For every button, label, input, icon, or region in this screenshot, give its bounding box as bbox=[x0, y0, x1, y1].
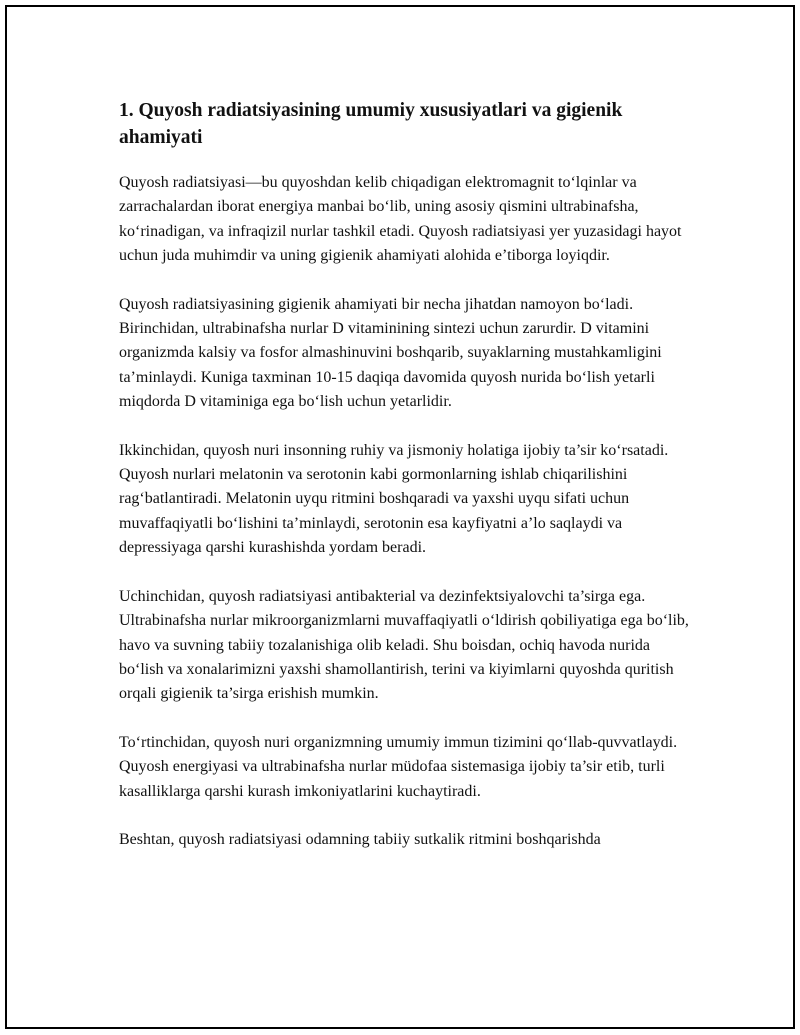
paragraph-fifth-point: Beshtan, quyosh radiatsiyasi odamning tabiiy sutkalik ritmini boshqarishda bbox=[119, 830, 601, 848]
paragraph-second-point: Ikkinchidan, quyosh nuri insonning ruhiy va jismoniy holatiga ijobiy ta’sir ko‘rsatadi. Quyosh nurlari melatonin va serotonin kabi gormonlarning ishlab chiqarilishini rag‘batlantiradi. Melatonin uyqu ritmini boshqaradi va yaxshi uyqu sifati uchun muvaffaqiyatli bo‘lishini ta’minlaydi, serotonin esa kayfiyatni a’lo saqlaydi va depressiyaga qarshi kurashishda yordam beradi. bbox=[119, 441, 669, 557]
section-heading: 1. Quyosh radiatsiyasining umumiy xususiyatlari va gigienik ahamiyati bbox=[119, 100, 623, 148]
paragraph-intro: Quyosh radiatsiyasi—bu quyoshdan kelib chiqadigan elektromagnit to‘lqinlar va zarrachalardan iborat energiya manbai bo‘lib, uning asosiy qismini ultrabinafsha, ko‘rinadigan, va infraqizil nurlar tashkil etadi. Quyosh radiatsiyasi yer yuzasidagi hayot uchun juda muhimdir va uning gigienik ahamiyati alohida e’tiborga loyiqdir. bbox=[119, 174, 682, 265]
paragraph-third-point: Uchinchidan, quyosh radiatsiyasi antibakterial va dezinfektsiyalovchi ta’sirga ega. Ultrabinafsha nurlar mikroorganizmlarni muvaffaqiyatli o‘ldirish qobiliyatiga ega bo‘lib, havo va suvning tabiiy tozalanishiga olib keladi. Shu boisdan, ochiq havoda nurida bo‘lish va xonalarimizni yaxshi shamollantirish, terini va kiyimlarni quyoshda quritish orqali gigienik ta’sirga erishish mumkin. bbox=[119, 587, 689, 703]
paragraph-fourth-point: To‘rtinchidan, quyosh nuri organizmning umumiy immun tizimini qo‘llab-quvvatlaydi. Quyosh energiyasi va ultrabinafsha nurlar müdofaa sistemasiga ijobiy ta’sir etib, turli kasalliklarga qarshi kurash imkoniyatlarini kuchaytiradi. bbox=[119, 733, 678, 800]
paragraph-first-point: Quyosh radiatsiyasining gigienik ahamiyati bir necha jihatdan namoyon bo‘ladi. Birinchidan, ultrabinafsha nurlar D vitaminining sintezi uchun zarurdir. D vitamini organizmda kalsiy va fosfor almashinuvini boshqarib, suyaklarning mustahkamligini ta’minlaydi. Kuniga taxminan 10-15 daqiqa davomida quyosh nurida bo‘lish yetarli miqdorda D vitaminiga ega bo‘lish uchun yetarlidir. bbox=[119, 295, 662, 411]
page-frame bbox=[5, 5, 795, 1029]
document-body bbox=[119, 97, 694, 876]
